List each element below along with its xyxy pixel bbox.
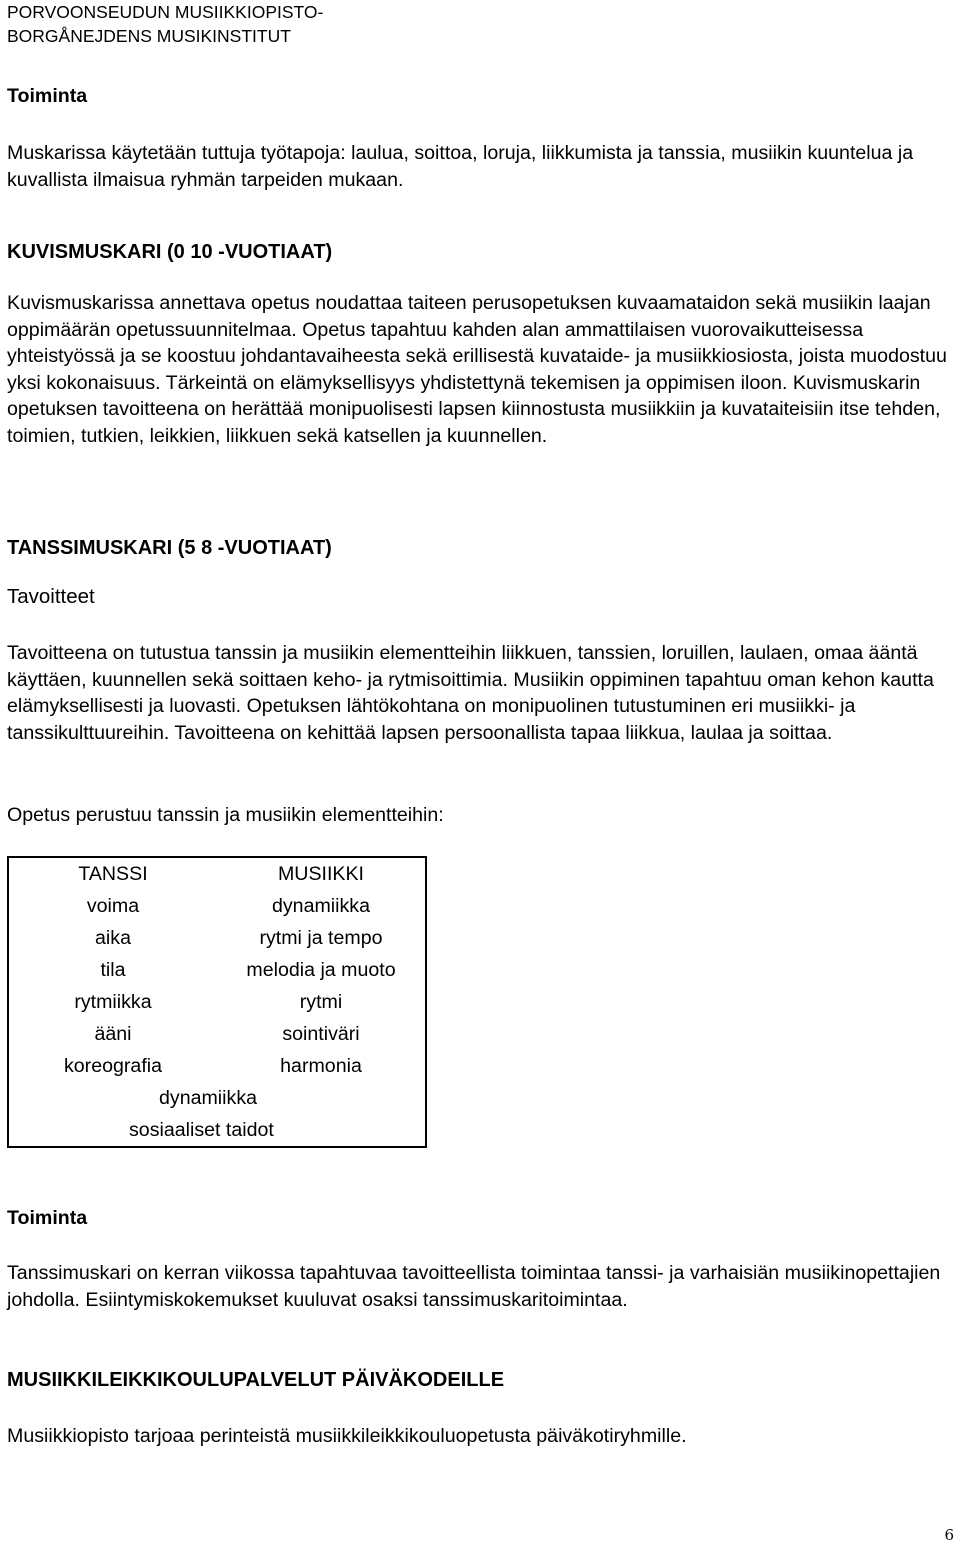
table-row	[8, 1018, 426, 1050]
tavoitteet-paragraph: Tavoitteena on tutustua tanssin ja musiikin elementteihin liikkuen, tanssien, loruillen, laulaen, omaa ääntä käyttäen, kuunnellen sekä soittaen keho- ja rytmisoittimia. Musiikin oppiminen tapahtuu oman kehon kautta elämyksellisesti ja luovasti. Opetuksen lähtökohtana on monipuolinen tutustuminen eri musiikki- ja tanssikulttuureihin. Tavoitteena on kehittää lapsen persoonallista tapaa liikkua, laulaa ja soittaa.	[7, 642, 934, 744]
musiikkileikkikoulu-paragraph: Musiikkiopisto tarjoaa perinteistä musiikkileikkikouluopetusta päiväkotiryhmille.	[7, 1425, 687, 1447]
elements-intro: Opetus perustuu tanssin ja musiikin elementteihin:	[7, 804, 444, 826]
table-row	[8, 954, 426, 986]
toiminta-paragraph: Muskarissa käytetään tuttuja työtapoja: laulua, soittoa, loruja, liikkumista ja tanssia, musiikin kuuntelua ja kuvallista ilmaisua ryhmän tarpeiden mukaan.	[7, 142, 914, 191]
table-row-extra	[8, 1114, 426, 1147]
table-cell-extra: sosiaaliset taidot	[129, 1119, 274, 1141]
table-row	[8, 1050, 426, 1082]
page-number: 6	[944, 1526, 954, 1544]
table-row	[8, 922, 426, 954]
table-cell: aika	[95, 927, 131, 949]
table-cell: koreografia	[63, 1055, 163, 1077]
table-cell: dynamiikka	[271, 895, 370, 917]
table-cell: melodia ja muoto	[246, 959, 396, 981]
header-line-1: PORVOONSEUDUN MUSIIKKIOPISTO-	[7, 2, 324, 22]
tavoitteet-heading: Tavoitteet	[7, 585, 95, 608]
table-header-tanssi: TANSSI	[78, 863, 148, 885]
table-row-extra	[8, 1082, 426, 1114]
table-cell: rytmi	[299, 991, 343, 1013]
kuvismuskari-paragraph: Kuvismuskarissa annettava opetus noudattaa taiteen perusopetuksen kuvaamataidon sekä musiikin laajan oppimäärän opetussuunnitelmaa. Opetus tapahtuu kahden alan ammattilaisen vuorovaikutteisessa yhteistyössä ja se koostuu johdantavaiheesta sekä erillisestä kuvataide- ja musiikkiosiosta, joista muodostuu yksi kokonaisuus. Tärkeintä on elämyksellisyys yhdistettynä tekemisen ja oppimisen iloon. Kuvismuskarin opetuksen tavoitteena on herättää monipuolisesti lapsen kiinnostusta musiikkiin ja kuvataiteisiin itse tehden, toimien, tutkien, leikkien, liikkuen sekä katsellen ja kuunnellen.	[7, 292, 947, 447]
table-row	[8, 890, 426, 922]
toiminta-2-paragraph: Tanssimuskari on kerran viikossa tapahtuvaa tavoitteellista toimintaa tanssi- ja varhaisiän musiikinopettajien johdolla. Esiintymiskokemukset kuuluvat osaksi tanssimuskaritoimintaa.	[7, 1262, 941, 1311]
table-cell: sointiväri	[282, 1023, 360, 1045]
section-heading-toiminta: Toiminta	[7, 85, 88, 107]
table-cell-extra: dynamiikka	[159, 1087, 258, 1109]
table-cell: harmonia	[280, 1055, 362, 1077]
table-header-musiikki: MUSIIKKI	[277, 863, 364, 885]
table-cell: voima	[86, 895, 140, 917]
tanssimuskari-heading: TANSSIMUSKARI (5 8 -VUOTIAAT)	[7, 537, 332, 559]
table-cell: rytmiikka	[74, 991, 152, 1013]
table-row	[8, 986, 426, 1018]
header-line-2: BORGÅNEJDENS MUSIKINSTITUT	[7, 26, 291, 46]
musiikkileikkikoulu-heading: MUSIIKKILEIKKIKOULUPALVELUT PÄIVÄKODEILLE	[7, 1369, 505, 1391]
elements-table	[7, 856, 427, 1148]
table-cell: tila	[100, 959, 126, 981]
table-cell: rytmi ja tempo	[259, 927, 383, 949]
kuvismuskari-heading: KUVISMUSKARI (0 10 -VUOTIAAT)	[7, 241, 333, 263]
table-header-row	[8, 857, 426, 890]
section-heading-toiminta-2: Toiminta	[7, 1207, 88, 1229]
page-header	[7, 0, 323, 48]
table-cell: ääni	[94, 1023, 132, 1045]
